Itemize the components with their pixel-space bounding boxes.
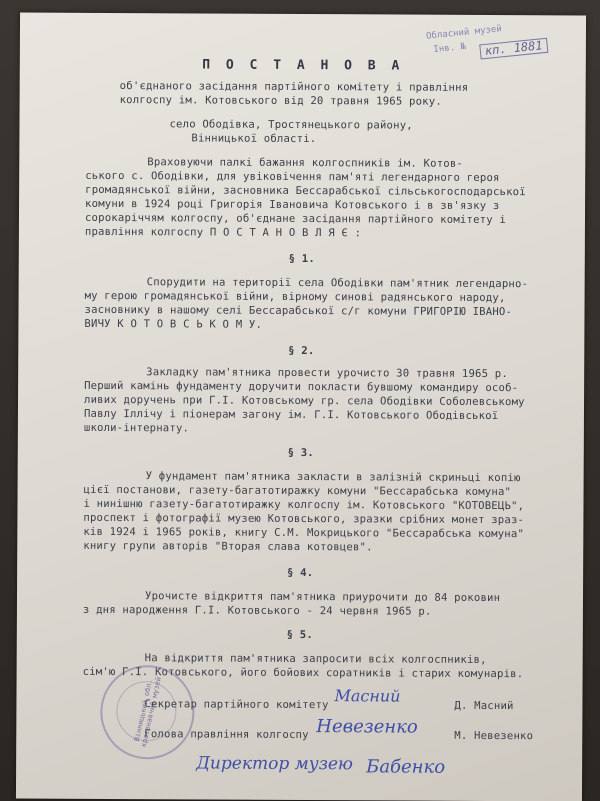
section-5-line: сім'ю Г.І. Котовського, його бойових соратників і старих комунарів. xyxy=(82,665,524,681)
section-2-line: Закладку пам'ятника провести урочисто 30 травня 1965 р. xyxy=(146,366,509,381)
section-3-line: ків 1924 і 1965 років, книгу С.М. Мокрицького "Бессарабська комуна" xyxy=(83,525,525,541)
section-3-title: § 3. xyxy=(287,446,314,460)
signature-1-handwritten: Масний xyxy=(334,686,401,706)
signature-2-role: Голова правління колгоспу xyxy=(144,728,309,742)
section-1-line: му герою громадянської війни, вірному синові радянського народу, xyxy=(84,289,506,305)
subtitle-line: об'єднаного засідання партійного комітету і правління xyxy=(119,80,469,94)
place-line: село Ободівка, Тростянецького району, xyxy=(169,118,413,132)
section-3-line: і нинішню газету-багатотиражку колгоспу ім. Котовського "КОТОВЕЦЬ", xyxy=(83,497,525,513)
section-4-title: § 4. xyxy=(286,566,314,580)
director-signature-handwritten: Бабенко xyxy=(366,756,446,778)
section-4-line: Урочисте відкриття пам'ятника приурочити до 84 роковин xyxy=(144,590,501,605)
inventory-stamp-museum: Обласний музей xyxy=(425,24,503,42)
section-2-line: Павлу Іллічу і піонерам загону ім. Г.І. Котовського Ободівської xyxy=(83,407,499,423)
intro-line: комуни в 1924 році Григорія Івановича Котовського і в зв'язку з xyxy=(85,197,500,213)
intro-line: правління колгоспу П О С Т А Н О В Л Я Є : xyxy=(84,225,362,240)
document-sheet xyxy=(16,13,586,801)
section-1-title: § 1. xyxy=(288,252,315,266)
section-5-title: § 5. xyxy=(286,628,313,642)
section-2-line: Перший камінь фундаменту доручити покласти бувшому командиру особ- xyxy=(84,379,519,395)
place-line: Вінницької області. xyxy=(191,132,317,146)
section-1-line: Спорудити на території села Ободівки пам'ятник легендарно- xyxy=(146,276,529,291)
section-4-line: з дня народження Г.І. Котовського - 24 червня 1965 р. xyxy=(82,603,432,618)
intro-line: сорокаріччям колгоспу, об'єднане засідання партійного комітету і xyxy=(84,211,507,227)
director-note-handwritten: Директор музею xyxy=(196,753,353,775)
signature-2-name: М. Невезенко xyxy=(454,729,534,743)
section-1-line: ВИЧУ К О Т О В С Ь К О М У. xyxy=(84,317,263,331)
inventory-kp-number: кп. 1881 xyxy=(479,38,548,60)
round-seal-text: Вінницький обл. краєзнавчий музей xyxy=(132,676,163,748)
section-2-title: § 2. xyxy=(288,344,315,358)
round-seal-stamp xyxy=(100,665,194,759)
signature-1-role: Секретар партійного комітету xyxy=(144,698,329,712)
section-2-line: школи-інтернату. xyxy=(83,421,190,435)
section-5-line: На відкриття пам'ятника запросити всіх колгоспників, xyxy=(144,652,487,666)
section-3-line: У фундамент пам'ятника закласти в залізній скриньці копію xyxy=(145,470,521,485)
section-3-line: проспект і фотографії музею Котовського, зразки срібних монет зраз- xyxy=(83,511,525,527)
intro-line: громадянської війни, засновника Бессарабської сільськогосподарської xyxy=(85,183,526,199)
document-title: П О С Т А Н О В А xyxy=(202,57,404,74)
section-1-line: засновнику в нашому селі Бессарабської с/г комуни ГРИГОРІЮ ІВАНО- xyxy=(84,303,513,319)
signature-1-name: Д. Масний xyxy=(454,699,514,713)
section-3-line: книгу групи авторів "Вторая слава котовцев". xyxy=(83,539,373,554)
section-3-line: цієї постанови, газету-багатотиражку комуни "Бессарабська комуна" xyxy=(83,483,512,499)
intro-line: Враховуючи палкі бажання колгоспників ім. Котов- xyxy=(147,156,464,170)
inventory-stamp-number: Інв. № xyxy=(433,41,467,56)
subtitle-line: колгоспу ім. Котовського від 20 травня 1965 року. xyxy=(119,94,442,108)
signature-2-handwritten: Невезенко xyxy=(316,716,418,738)
section-2-line: ливих доручень при Г.І. Котовському гр. села Ободівки Соболевському xyxy=(84,393,525,409)
intro-line: ського с. Ободівки, для увіковічення пам'яті легендарного героя xyxy=(85,169,500,185)
